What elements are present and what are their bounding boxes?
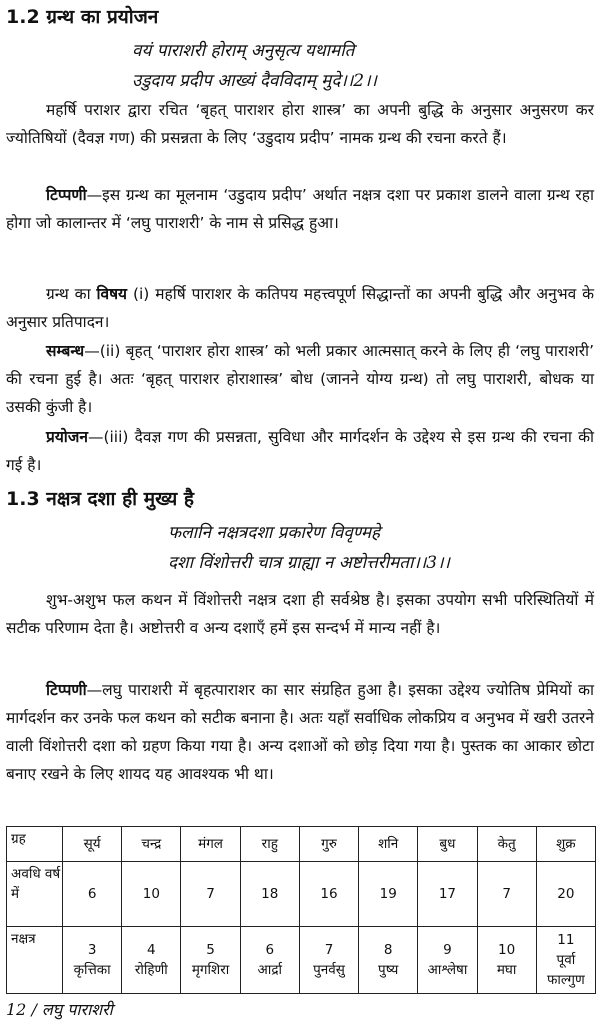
- nakshatra-number: 5: [206, 942, 215, 958]
- verse-line: उडुदाय प्रदीप आख्यं दैवविदाम् मुदे।।2।।: [132, 71, 377, 91]
- page-footer: 12 / लघु पाराशरी: [6, 1000, 113, 1019]
- paragraph-subject: [6, 280, 594, 336]
- nakshatra-number: 7: [324, 942, 334, 958]
- subject-label: विषय: [96, 285, 128, 303]
- years-cell: 17: [418, 862, 477, 927]
- table-row-planets: [7, 827, 596, 862]
- years-cell: 19: [359, 862, 418, 927]
- nakshatra-cell: [477, 927, 536, 994]
- planet-cell: बुध: [418, 827, 477, 862]
- planet-cell: गुरु: [299, 827, 358, 862]
- verse-line: फलानि नक्षत्रदशा प्रकारेण विवृण्महे: [168, 523, 381, 543]
- nakshatra-cell: [536, 927, 595, 994]
- planet-cell: राहु: [240, 827, 299, 862]
- paragraph-meaning: महर्षि पराशर द्वारा रचित ‘बृहत् पाराशर होरा शास्त्र’ का अपनी बुद्धि के अनुसार अनुसरण कर ज्योतिषियों (दैवज्ञ गण) की प्रसन्नता के लिए ‘उडुदाय प्रदीप’ नामक ग्रन्थ की रचना करते हैं।: [6, 101, 594, 147]
- note-text: —इस ग्रन्थ का मूलनाम ‘उडुदाय प्रदीप’ अर्थात नक्षत्र दशा पर प्रकाश डालने वाला ग्रन्थ रहा होगा जो कालान्तर में ‘लघु पाराशरी’ के नाम से प्रसिद्ध हुआ।: [6, 186, 594, 232]
- paragraph-purpose: [6, 423, 594, 479]
- nakshatra-cell: [418, 927, 477, 994]
- paragraph-relation: [6, 337, 594, 421]
- section-heading-1-3: 1.3 नक्षत्र दशा ही मुख्य है: [6, 488, 194, 510]
- years-cell: 18: [240, 862, 299, 927]
- relation-label: सम्बन्ध: [46, 342, 85, 360]
- verse-3: [168, 518, 450, 578]
- nakshatra-cell: [181, 927, 240, 994]
- years-cell: 7: [477, 862, 536, 927]
- planet-cell: सूर्य: [63, 827, 122, 862]
- paragraph-note: [6, 676, 594, 788]
- row-label-years: अवधि वर्ष में: [7, 862, 63, 927]
- nakshatra-name: आश्लेषा: [427, 962, 468, 978]
- nakshatra-number: 4: [147, 942, 156, 958]
- planet-cell: केतु: [477, 827, 536, 862]
- years-cell: 7: [181, 862, 240, 927]
- purpose-label: प्रयोजन: [46, 428, 88, 446]
- row-label-nakshatra: नक्षत्र: [7, 927, 63, 994]
- section-heading-1-2: 1.2 ग्रन्थ का प्रयोजन: [6, 6, 159, 28]
- nakshatra-number: 6: [265, 942, 275, 958]
- verse-line: वयं पाराशरी होराम् अनुसृत्य यथामति: [132, 41, 355, 61]
- nakshatra-cell: [122, 927, 181, 994]
- years-cell: 6: [63, 862, 122, 927]
- planet-cell: शुक्र: [536, 827, 595, 862]
- paragraph-meaning: शुभ-अशुभ फल कथन में विंशोत्तरी नक्षत्र दशा ही सर्वश्रेष्ठ है। इसका उपयोग सभी परिस्थितियों में सटीक परिणाम देता है। अष्टोत्तरी व अन्य दशाएँ हमें इस सन्दर्भ में मान्य नहीं है।: [6, 591, 594, 637]
- note-label: टिप्पणी: [46, 681, 87, 699]
- nakshatra-name: पुनर्वसु: [313, 962, 345, 978]
- nakshatra-cell: [359, 927, 418, 994]
- years-cell: 16: [299, 862, 358, 927]
- nakshatra-name: पूर्वा फाल्गुण: [547, 952, 585, 988]
- planet-cell: चन्द्र: [122, 827, 181, 862]
- planet-cell: शनि: [359, 827, 418, 862]
- table-row-years: [7, 862, 596, 927]
- nakshatra-name: मघा: [496, 962, 517, 978]
- nakshatra-cell: [240, 927, 299, 994]
- years-cell: 20: [536, 862, 595, 927]
- paragraph-note: [6, 181, 594, 237]
- nakshatra-number: 10: [498, 942, 516, 958]
- nakshatra-number: 11: [557, 932, 575, 948]
- nakshatra-cell: [63, 927, 122, 994]
- subject-prefix: ग्रन्थ का: [46, 285, 97, 303]
- row-label-planet: ग्रह: [7, 827, 63, 862]
- table-row-nakshatra: [7, 927, 596, 994]
- relation-text: —(ii) बृहत् ‘पाराशर होरा शास्त्र’ को भली प्रकार आत्मसात् करने के लिए ही ‘लघु पाराशरी’ की रचना हुई है। अतः ‘बृहत् पाराशर होराशास्त्र’ बोध (जानने योग्य ग्रन्थ) तो लघु पाराशरी, बोधक या उसकी कुंजी है।: [6, 342, 594, 416]
- years-cell: 10: [122, 862, 181, 927]
- note-text: —लघु पाराशरी में बृहत्पाराशर का सार संग्रहित हुआ है। इसका उद्देश्य ज्योतिष प्रेमियों का मार्गदर्शन कर उनके फल कथन को सटीक बनाना है। अतः यहाँ सर्वाधिक लोकप्रिय व अनुभव में खरी उतरने वाली विंशोत्तरी दशा को ग्रहण किया गया है। अन्य दशाओं को छोड़ दिया गया है। पुस्तक का आकार छोटा बनाए रखने के लिए शायद यह आवश्यक भी था।: [6, 681, 594, 783]
- verse-line: दशा विंशोत्तरी चात्र ग्राह्या न अष्टोत्तरीमता।।3।।: [168, 553, 450, 573]
- nakshatra-name: पुष्य: [378, 962, 399, 978]
- nakshatra-number: 8: [383, 942, 393, 958]
- nakshatra-name: रोहिणी: [134, 962, 168, 978]
- subject-text: (i) महर्षि पाराशर के कतिपय महत्त्वपूर्ण सिद्धान्तों का अपनी बुद्धि और अनुभव के अनुसार प्रतिपादन।: [6, 285, 594, 331]
- note-label: टिप्पणी: [46, 186, 87, 204]
- nakshatra-number: 3: [87, 942, 97, 958]
- nakshatra-name: मृगशिरा: [191, 962, 230, 978]
- nakshatra-number: 9: [443, 942, 452, 958]
- nakshatra-name: कृत्तिका: [73, 962, 111, 978]
- verse-2: [132, 36, 377, 96]
- purpose-text: —(iii) दैवज्ञ गण की प्रसन्नता, सुविधा और मार्गदर्शन के उद्देश्य से इस ग्रन्थ की रचना की गई है।: [6, 428, 594, 474]
- vimshottari-dasha-table: [6, 826, 596, 994]
- nakshatra-cell: [299, 927, 358, 994]
- nakshatra-name: आर्द्रा: [257, 962, 282, 978]
- planet-cell: मंगल: [181, 827, 240, 862]
